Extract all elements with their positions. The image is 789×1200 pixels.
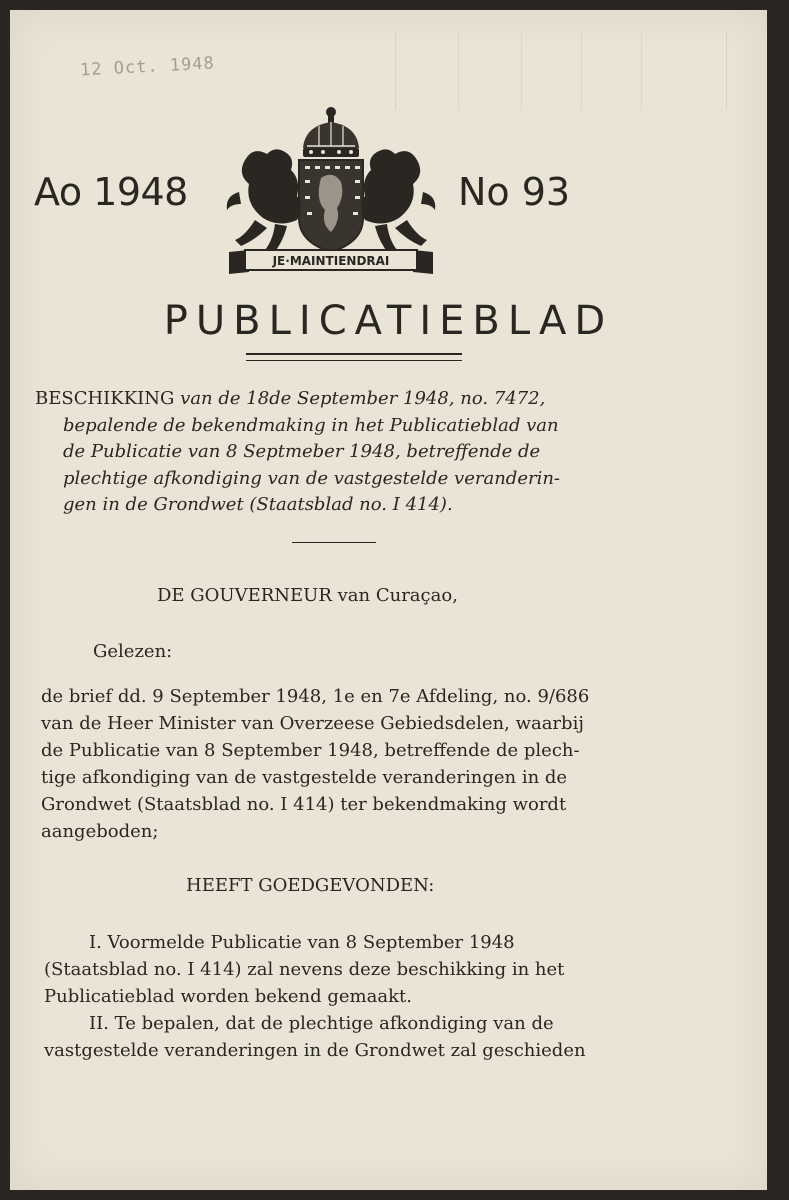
- clause-line: Publicatieblad worden bekend gemaakt.: [44, 986, 412, 1007]
- decree-date: van de 18de September 1948, no. 7472,: [174, 388, 546, 409]
- paragraph-line: de Publicatie van 8 September 1948, betreffende de plech-: [41, 740, 580, 761]
- clause-line: vastgestelde veranderingen in de Grondwet zal geschieden: [44, 1040, 586, 1061]
- read-label: Gelezen:: [93, 641, 173, 662]
- paragraph-line: Grondwet (Staatsblad no. I 414) ter bekendmaking wordt: [41, 794, 567, 815]
- decree-line: plechtige afkondiging van de vastgestelde veranderin-: [63, 467, 561, 489]
- issue-number: No 93: [458, 170, 571, 214]
- letter-paragraph: [41, 683, 641, 845]
- clause-line: I. Voormelde Publicatie van 8 September 1948: [89, 932, 515, 953]
- page-title: PUBLICATIEBLAD: [163, 298, 614, 344]
- motto-text: JE·MAINTIENDRAI: [272, 254, 390, 268]
- paragraph-line: aangeboden;: [41, 821, 159, 842]
- royal-coat-of-arms-icon: [215, 100, 447, 275]
- clause-1: [44, 929, 644, 1010]
- paragraph-line: tige afkondiging van de vastgestelde veranderingen in de: [41, 767, 568, 788]
- title-divider: [246, 353, 462, 361]
- clause-line: (Staatsblad no. I 414) zal nevens deze beschikking in het: [44, 959, 565, 980]
- decree-line: de Publicatie van 8 Septmeber 1948, betreffende de: [63, 441, 541, 462]
- decree-heading: [35, 386, 635, 519]
- bleed-through-frame: [395, 32, 727, 110]
- paragraph-line: van de Heer Minister van Overzeese Gebiedsdelen, waarbij: [41, 713, 584, 734]
- year-label: Ao 1948: [34, 170, 188, 214]
- decree-type: BESCHIKKING: [35, 388, 175, 409]
- paragraph-line: de brief dd. 9 September 1948, 1e en 7e Afdeling, no. 9/686: [41, 686, 590, 707]
- received-date-stamp: 12 Oct. 1948: [79, 53, 216, 81]
- clause-line: II. Te bepalen, dat de plechtige afkondiging van de: [89, 1013, 554, 1034]
- document-page: [10, 10, 767, 1190]
- resolution-heading: HEEFT GOEDGEVONDEN:: [186, 875, 435, 896]
- governor-heading: DE GOUVERNEUR van Curaçao,: [157, 585, 458, 606]
- decree-line: bepalende de bekendmaking in het Publicatieblad van: [63, 414, 559, 436]
- section-divider: [292, 542, 376, 543]
- clause-2: [44, 1010, 644, 1064]
- decree-line: gen in de Grondwet (Staatsblad no. I 414).: [63, 494, 453, 515]
